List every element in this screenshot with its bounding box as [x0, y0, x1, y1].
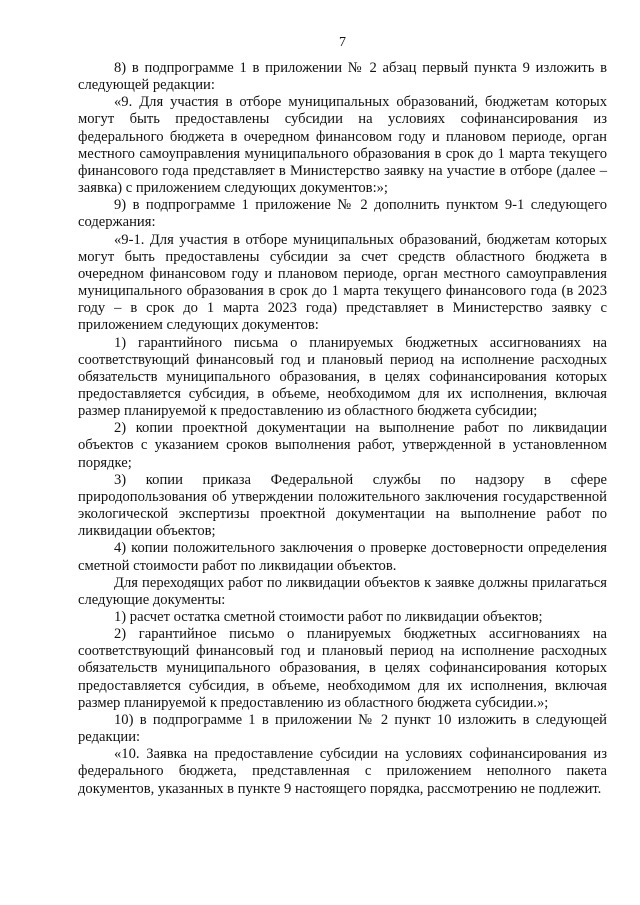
- paragraph-point-9-1-text: «9-1. Для участия в отборе муниципальных образований, бюджетам которых могут быть предоставлены субсидии за счет средств областного бюджета в очередном финансовом году и плановом периоде, орган местного самоуправления муниципального образования в срок до 1 марта текущего финансового года (в 2023 году – в срок до 1 марта 2023 года) представляет в Министерство заявку с приложением следующих документов:: [78, 231, 607, 334]
- page-number: 7: [339, 35, 346, 50]
- list-item-remaining-cost: 1) расчет остатка сметной стоимости работ по ликвидации объектов;: [114, 609, 543, 625]
- list-item-project-documentation: 2) копии проектной документации на выполнение работ по ликвидации объектов с указанием сроков выполнения работ, утвержденной в установленном порядке;: [78, 420, 607, 471]
- paragraph-ongoing-works: Для переходящих работ по ликвидации объектов к заявке должны прилагаться следующие документы:: [78, 574, 607, 608]
- paragraph-item-8: 8) в подпрограмме 1 в приложении № 2 абзац первый пункта 9 изложить в следующей редакции:: [78, 60, 607, 94]
- paragraph-item-10: 10) в подпрограмме 1 в приложении № 2 пункт 10 изложить в следующей редакции:: [78, 711, 607, 746]
- list-item-order-copies: 3) копии приказа Федеральной службы по надзору в сфере природопользования об утверждении положительного заключения государственной экологической экспертизы проектной документации на выполнение работ по ликвидации объектов;: [78, 471, 607, 540]
- paragraph-point-9-text: «9. Для участия в отборе муниципальных образований, бюджетам которых могут быть предоставлены субсидии на условиях софинансирования из федерального бюджета в очередном финансовом году и плановом периоде, орган местного самоуправления муниципального образования в срок до 1 марта текущего финансового года представляет в Министерство заявку на участие в отборе (далее – заявка) с приложением следующих документов:»;: [78, 94, 607, 197]
- list-item-guarantee-letter-2: 2) гарантийное письмо о планируемых бюджетных ассигнованиях на соответствующий финансовый год и плановый период на исполнение расходных обязательств муниципального образования, в целях софинансирования которых предоставляется субсидия, в объеме, необходимом для их исполнения, включая размер планируемой к предоставлению из областного бюджета субсидии.»;: [78, 626, 607, 711]
- paragraph-item-9: 9) в подпрограмме 1 приложение № 2 дополнить пунктом 9-1 следующего содержания:: [78, 197, 607, 231]
- list-item-guarantee-letter: 1) гарантийного письма о планируемых бюджетных ассигнованиях на соответствующий финансовый год и плановый период на исполнение расходных обязательств муниципального образования, в целях софинансирования которых предоставляется субсидия, в объеме, необходимом для их исполнения, включая размер планируемой к предоставлению из областного бюджета субсидии;: [78, 334, 607, 420]
- paragraph-point-10-text: «10. Заявка на предоставление субсидии на условиях софинансирования из федерального бюджета, представленная с приложением неполного пакета документов, указанных в пункте 9 настоящего порядка, рассмотрению не подлежит.: [78, 746, 607, 797]
- list-item-positive-conclusion: 4) копии положительного заключения о проверке достоверности определения сметной стоимости работ по ликвидации объектов.: [78, 540, 607, 574]
